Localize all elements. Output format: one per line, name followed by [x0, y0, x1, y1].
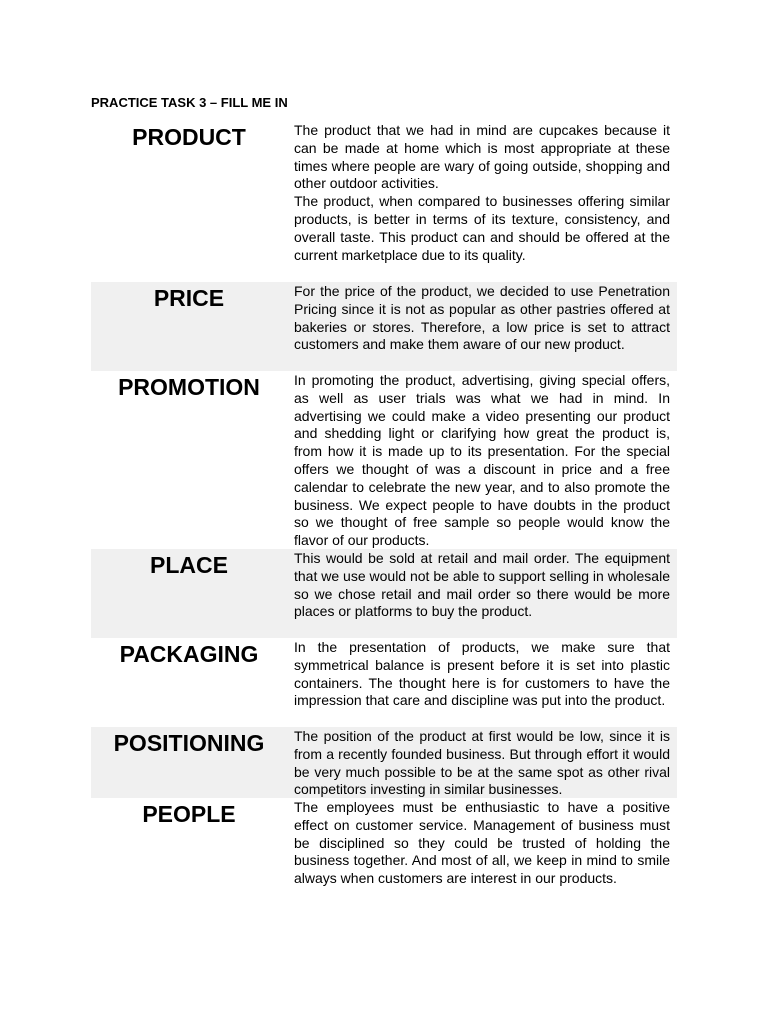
row-label-price: PRICE — [153, 285, 225, 311]
paragraph: In promoting the product, advertising, giving special offers, as well as user trials was what we had in mind. In advertising we could make a video presenting our product and shedding light or clarifying how great the product is, from how it is made up to its presentation. For the special offers we thought of was a discount in price and a free calendar to celebrate the new year, and to also promote the business. We expect people to have doubts in the product so we thought of free sample so people would know the flavor of our products. — [294, 372, 670, 549]
row-packaging — [91, 638, 677, 727]
row-text-place — [294, 549, 670, 621]
paragraph: This would be sold at retail and mail order. The equipment that we use would not be able to support selling in wholesale so we chose retail and mail order so there would be more places or platforms to buy the product. — [294, 550, 670, 620]
row-label-positioning: POSITIONING — [113, 730, 265, 756]
row-people — [91, 798, 677, 908]
row-label-product: PRODUCT — [132, 124, 246, 150]
row-label-packaging: PACKAGING — [119, 641, 259, 667]
paragraph: The employees must be enthusiastic to have a positive effect on customer service. Management of business must be disciplined so they could be trusted of holding the business together. And most of all, we keep in mind to smile always when customers are interest in our products. — [294, 799, 670, 887]
row-text-price — [294, 282, 670, 354]
row-positioning — [91, 727, 677, 798]
paragraph: The product, when compared to businesses offering similar products, is better in terms of its texture, consistency, and overall taste. This product can and should be offered at the current marketplace due to its quality. — [294, 193, 670, 263]
row-text-packaging — [294, 638, 670, 710]
row-place — [91, 549, 677, 638]
row-product — [91, 121, 677, 282]
row-text-product — [294, 121, 670, 264]
row-text-people — [294, 798, 670, 888]
row-label-people: PEOPLE — [142, 801, 236, 827]
paragraph: For the price of the product, we decided to use Penetration Pricing since it is not as popular as other pastries offered at bakeries or stores. Therefore, a low price is set to attract customers and make them aware of our new product. — [294, 283, 670, 353]
paragraph: The position of the product at first would be low, since it is from a recently founded business. But through effort it would be very much possible to be at the same spot as other rival competitors investing in similar businesses. — [294, 728, 670, 798]
marketing-mix-table — [91, 121, 677, 908]
row-text-positioning — [294, 727, 670, 799]
paragraph: The product that we had in mind are cupcakes because it can be made at home which is most appropriate at these times where people are wary of going outside, shopping and other outdoor activities. — [294, 122, 670, 192]
row-price — [91, 282, 677, 371]
row-promotion — [91, 371, 677, 549]
row-text-promotion — [294, 371, 670, 550]
row-label-promotion: PROMOTION — [118, 374, 260, 400]
row-label-place: PLACE — [150, 552, 228, 578]
page-title: PRACTICE TASK 3 – FILL ME IN — [91, 95, 288, 110]
paragraph: In the presentation of products, we make sure that symmetrical balance is present before it is set into plastic containers. The thought here is for customers to have the impression that care and discipline was put into the product. — [294, 639, 670, 709]
